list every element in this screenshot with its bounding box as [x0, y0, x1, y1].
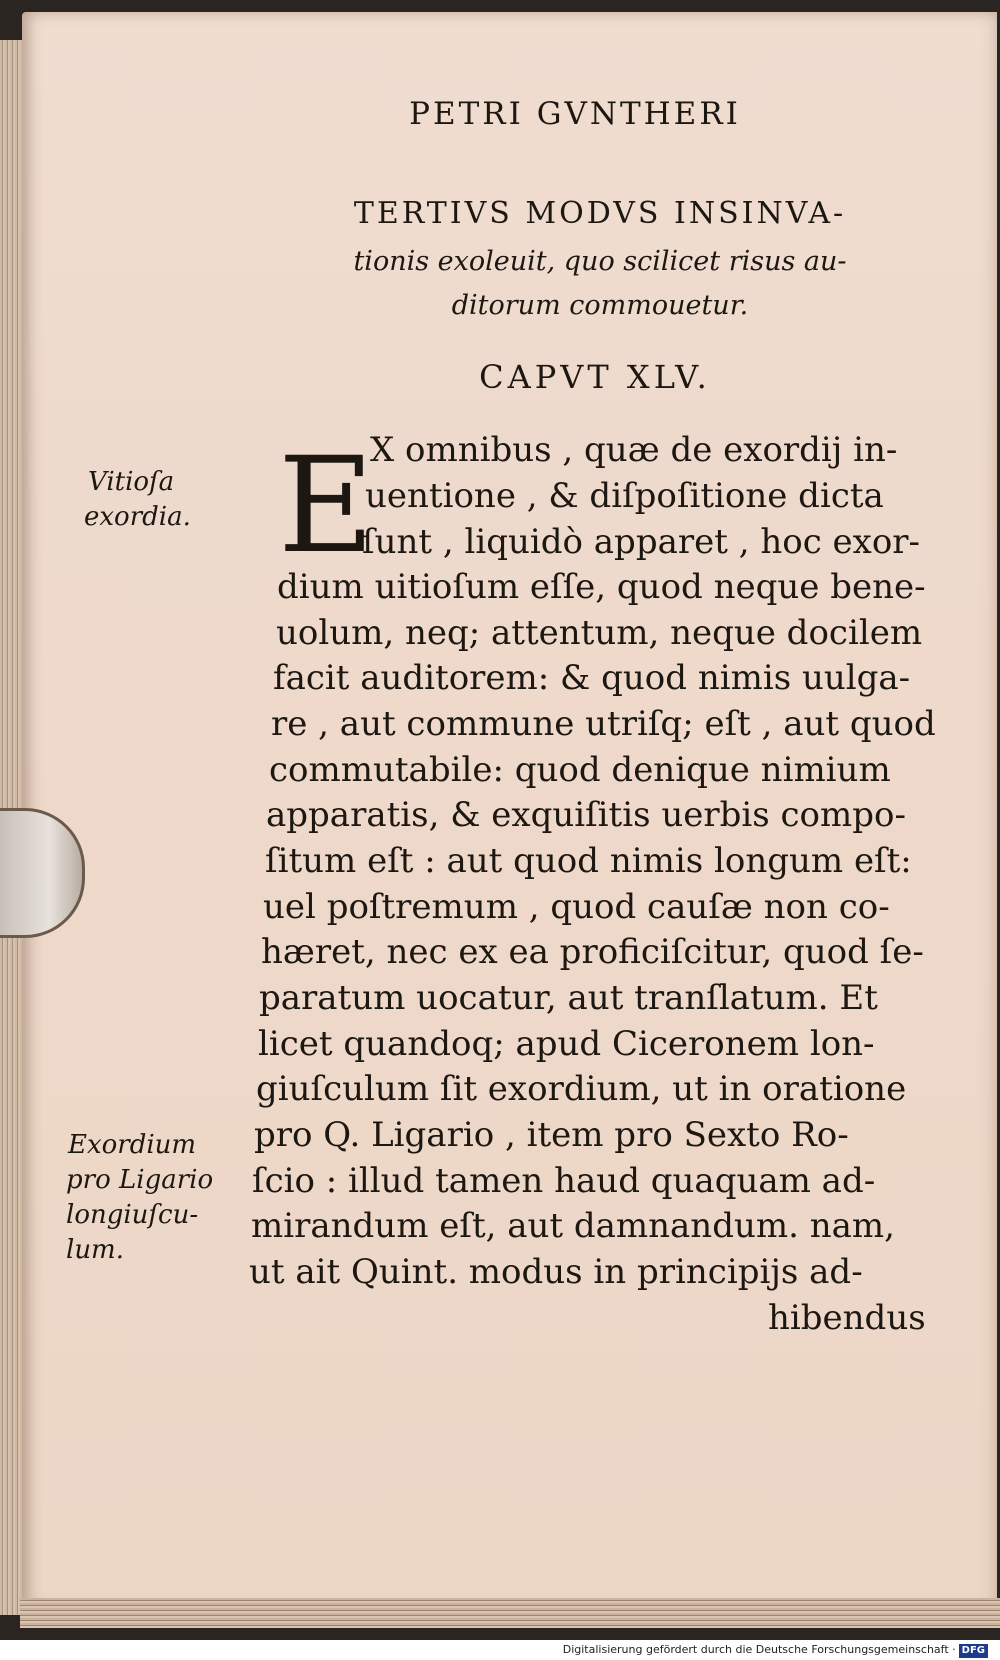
body-line: ſcio : illud tamen haud quaquam ad- — [252, 1161, 876, 1201]
margin-note-line: lum. — [66, 1235, 124, 1265]
body-line: ſitum eſt : aut quod nimis longum eſt: — [265, 841, 912, 881]
body-line: X omnibus , quæ de exordij in- — [370, 430, 898, 470]
running-head: PETRI GVNTHERI — [409, 96, 741, 132]
body-line: ſunt , liquidò apparet , hoc exor- — [362, 522, 921, 562]
body-line: facit auditorem: & quod nimis uulga- — [273, 658, 911, 698]
margin-note-line: longiuſcu- — [66, 1200, 199, 1230]
body-line: mirandum eſt, aut damnandum. nam, — [251, 1206, 895, 1246]
body-line: uel poſtremum , quod cauſæ non co- — [263, 887, 890, 927]
body-line: uolum, neq; attentum, neque docilem — [276, 613, 923, 653]
digitization-credit — [0, 1640, 1000, 1660]
body-line: giuſculum ſit exordium, ut in oratione — [256, 1069, 907, 1109]
section-title-line-2: tionis exoleuit, quo scilicet risus au- — [353, 246, 847, 277]
body-line: commutabile: quod denique nimium — [269, 750, 891, 790]
body-line: ut ait Quint. modus in principijs ad- — [249, 1252, 863, 1292]
body-line: uentione , & diſpoſitione dicta — [365, 476, 884, 516]
section-title-line-3: ditorum commouetur. — [451, 290, 749, 321]
body-line: paratum uocatur, aut tranſlatum. Et — [259, 978, 878, 1018]
section-title-line-1: TERTIVS MODVS INSINVA- — [353, 196, 847, 231]
digitization-credit-text: Digitalisierung gefördert durch die Deutsche Forschungsgemeinschaft · — [562, 1643, 956, 1656]
chapter-heading: CAPVT XLV. — [479, 358, 711, 396]
margin-note-line: Vitioſa — [88, 467, 175, 497]
page-edges-bottom — [20, 1598, 1000, 1628]
body-line: re , aut commune utriſq; eſt , aut quod — [271, 704, 936, 744]
margin-note-line: exordia. — [84, 502, 191, 532]
dfg-logo: DFG — [959, 1644, 988, 1658]
body-line: dium uitioſum eſſe, quod neque bene- — [277, 567, 926, 607]
catchword: hibendus — [768, 1298, 926, 1338]
body-line: apparatis, & exquiſitis uerbis compo- — [266, 795, 906, 835]
drop-cap-initial: E — [278, 429, 375, 583]
margin-note-line: Exordium — [68, 1130, 197, 1160]
margin-note-line: pro Ligario — [66, 1165, 214, 1195]
body-line: licet quandoq; apud Ciceronem lon- — [258, 1024, 875, 1064]
body-line: pro Q. Ligario , item pro Sexto Ro- — [254, 1115, 849, 1155]
body-line: hæret, nec ex ea proficiſcitur, quod ſe- — [261, 932, 924, 972]
